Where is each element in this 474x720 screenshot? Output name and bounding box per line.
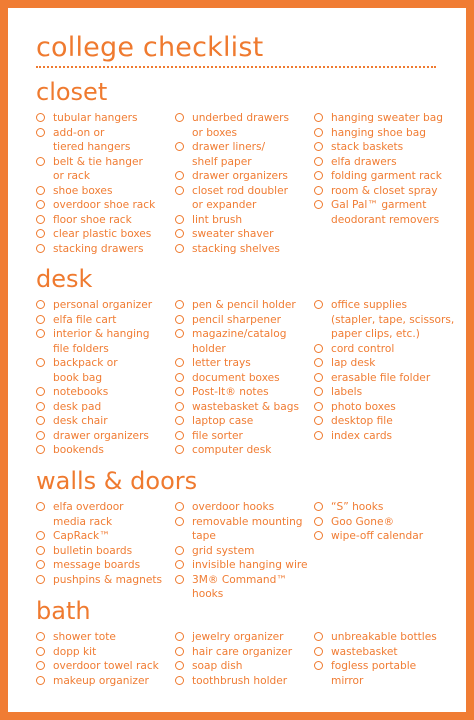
circle-checkbox-icon[interactable] bbox=[175, 632, 184, 641]
checklist-item-label: photo boxes bbox=[331, 400, 396, 413]
circle-checkbox-icon[interactable] bbox=[175, 431, 184, 440]
checklist-item bbox=[36, 414, 172, 429]
checklist-item bbox=[314, 515, 464, 530]
checklist-item-label: hair care organizer bbox=[192, 645, 293, 658]
checklist-item bbox=[36, 645, 172, 660]
circle-checkbox-icon[interactable] bbox=[36, 229, 45, 238]
desk-column-2 bbox=[175, 298, 311, 458]
checklist-item-label: Goo Gone® bbox=[331, 515, 395, 528]
checklist-item bbox=[314, 126, 464, 141]
checklist-item-label: wipe-off calendar bbox=[331, 530, 424, 542]
checklist-item bbox=[175, 313, 311, 328]
checklist-item-label: letter trays bbox=[192, 357, 251, 369]
checklist-item bbox=[175, 674, 311, 689]
circle-checkbox-icon[interactable] bbox=[175, 358, 184, 367]
circle-checkbox-icon[interactable] bbox=[36, 560, 45, 569]
checklist-item bbox=[36, 184, 172, 199]
walls-doors-column-2 bbox=[175, 500, 311, 602]
checklist-item bbox=[36, 573, 172, 588]
circle-checkbox-icon[interactable] bbox=[175, 402, 184, 411]
checklist-item bbox=[175, 558, 311, 573]
circle-checkbox-icon[interactable] bbox=[36, 186, 45, 195]
checklist-item bbox=[175, 429, 311, 444]
checklist-item bbox=[175, 242, 311, 257]
checklist-item-label: pushpins & magnets bbox=[53, 573, 163, 586]
checklist-item-label: fogless portable mirror bbox=[331, 660, 417, 687]
checklist-item-label: elfa drawers bbox=[331, 155, 397, 168]
checklist-item-label: notebooks bbox=[53, 386, 109, 398]
checklist-item bbox=[36, 298, 172, 313]
checklist-item bbox=[314, 184, 464, 199]
checklist-item bbox=[314, 155, 464, 170]
circle-checkbox-icon[interactable] bbox=[36, 431, 45, 440]
circle-checkbox-icon[interactable] bbox=[175, 575, 184, 584]
checklist-item bbox=[314, 371, 464, 386]
checklist-item bbox=[314, 169, 464, 184]
circle-checkbox-icon[interactable] bbox=[36, 215, 45, 224]
closet-column-2 bbox=[175, 111, 311, 256]
checklist-item bbox=[36, 500, 172, 529]
checklist-item bbox=[314, 298, 464, 342]
circle-checkbox-icon[interactable] bbox=[175, 416, 184, 425]
checklist-item-label: removable mounting tape bbox=[192, 515, 303, 542]
checklist-item bbox=[175, 500, 311, 515]
checklist-item bbox=[36, 659, 172, 674]
section-title-bath: bath bbox=[36, 597, 91, 625]
checklist-item bbox=[314, 645, 464, 660]
checklist-item bbox=[175, 544, 311, 559]
circle-checkbox-icon[interactable] bbox=[314, 186, 323, 195]
circle-checkbox-icon[interactable] bbox=[175, 186, 184, 195]
circle-checkbox-icon[interactable] bbox=[36, 445, 45, 454]
checklist-item bbox=[36, 400, 172, 415]
checklist-item-label: jewelry organizer bbox=[192, 631, 284, 643]
circle-checkbox-icon[interactable] bbox=[175, 142, 184, 151]
circle-checkbox-icon[interactable] bbox=[36, 575, 45, 584]
checklist-item bbox=[175, 659, 311, 674]
checklist-item-label: Gal Pal™ garment deodorant removers bbox=[331, 199, 440, 226]
checklist-item bbox=[36, 111, 172, 126]
checklist-item bbox=[175, 327, 311, 356]
circle-checkbox-icon[interactable] bbox=[36, 329, 45, 338]
circle-checkbox-icon[interactable] bbox=[36, 244, 45, 253]
checklist-item bbox=[36, 356, 172, 385]
checklist-item-label: message boards bbox=[53, 559, 141, 571]
dotted-divider bbox=[36, 66, 436, 68]
circle-checkbox-icon[interactable] bbox=[36, 502, 45, 511]
checklist-item bbox=[36, 674, 172, 689]
desk-column-3 bbox=[314, 298, 464, 443]
circle-checkbox-icon[interactable] bbox=[314, 113, 323, 122]
checklist-item-label: lap desk bbox=[331, 357, 376, 369]
circle-checkbox-icon[interactable] bbox=[175, 445, 184, 454]
checklist-item-label: floor shoe rack bbox=[53, 213, 132, 226]
checklist-item bbox=[175, 356, 311, 371]
checklist-item-label: desk pad bbox=[53, 400, 102, 413]
checklist-item-label: 3M® Command™ hooks bbox=[192, 573, 287, 600]
circle-checkbox-icon[interactable] bbox=[36, 128, 45, 137]
checklist-item bbox=[175, 169, 311, 184]
circle-checkbox-icon[interactable] bbox=[175, 502, 184, 511]
checklist-item-label: folding garment rack bbox=[331, 170, 442, 182]
checklist-item-label: dopp kit bbox=[53, 645, 97, 658]
checklist-item bbox=[36, 630, 172, 645]
checklist-item-label: magazine/catalog holder bbox=[192, 328, 287, 355]
checklist-item bbox=[175, 443, 311, 458]
checklist-item bbox=[36, 213, 172, 228]
circle-checkbox-icon[interactable] bbox=[36, 315, 45, 324]
section-title-desk: desk bbox=[36, 265, 93, 293]
circle-checkbox-icon[interactable] bbox=[314, 344, 323, 353]
circle-checkbox-icon[interactable] bbox=[314, 416, 323, 425]
circle-checkbox-icon[interactable] bbox=[36, 661, 45, 670]
checklist-item-label: elfa file cart bbox=[53, 313, 117, 326]
checklist-item-label: labels bbox=[331, 386, 363, 398]
checklist-item-label: hanging sweater bag bbox=[331, 112, 443, 124]
section-title-walls-doors: walls & doors bbox=[36, 467, 198, 495]
checklist-item-label: soap dish bbox=[192, 660, 243, 672]
circle-checkbox-icon[interactable] bbox=[314, 431, 323, 440]
checklist-item-label: document boxes bbox=[192, 371, 280, 384]
checklist-item-label: laptop case bbox=[192, 415, 254, 427]
walls-doors-column-3 bbox=[314, 500, 464, 544]
circle-checkbox-icon[interactable] bbox=[175, 373, 184, 382]
checklist-item bbox=[314, 429, 464, 444]
page-title: college checklist bbox=[36, 32, 264, 63]
checklist-item bbox=[175, 573, 311, 602]
checklist-item bbox=[175, 645, 311, 660]
checklist-item bbox=[36, 155, 172, 184]
checklist-item-label: room & closet spray bbox=[331, 184, 438, 197]
checklist-item-label: shoe boxes bbox=[53, 184, 113, 197]
bath-column-1 bbox=[36, 630, 172, 688]
circle-checkbox-icon[interactable] bbox=[36, 358, 45, 367]
checklist-item-label: desk chair bbox=[53, 415, 108, 427]
circle-checkbox-icon[interactable] bbox=[175, 229, 184, 238]
checklist-item bbox=[36, 443, 172, 458]
checklist-item bbox=[175, 371, 311, 386]
closet-column-3 bbox=[314, 111, 464, 227]
circle-checkbox-icon[interactable] bbox=[314, 387, 323, 396]
checklist-item bbox=[314, 140, 464, 155]
checklist-item-label: computer desk bbox=[192, 444, 272, 456]
circle-checkbox-icon[interactable] bbox=[314, 632, 323, 641]
checklist-item-label: cord control bbox=[331, 342, 395, 355]
circle-checkbox-icon[interactable] bbox=[314, 373, 323, 382]
checklist-item-label: bulletin boards bbox=[53, 544, 133, 557]
checklist-item bbox=[36, 327, 172, 356]
checklist-item-label: makeup organizer bbox=[53, 674, 149, 687]
checklist-item-label: CapRack™ bbox=[53, 530, 110, 542]
circle-checkbox-icon[interactable] bbox=[314, 157, 323, 166]
circle-checkbox-icon[interactable] bbox=[175, 546, 184, 555]
checklist-item-label: drawer organizers bbox=[192, 170, 288, 182]
checklist-item-label: “S” hooks bbox=[331, 501, 384, 513]
checklist-item bbox=[175, 298, 311, 313]
circle-checkbox-icon[interactable] bbox=[314, 300, 323, 309]
checklist-item-label: grid system bbox=[192, 544, 255, 557]
circle-checkbox-icon[interactable] bbox=[36, 300, 45, 309]
circle-checkbox-icon[interactable] bbox=[36, 387, 45, 396]
checklist-item-label: office supplies (stapler, tape, scissors, paper clips, etc.) bbox=[331, 299, 455, 340]
circle-checkbox-icon[interactable] bbox=[314, 171, 323, 180]
checklist-item bbox=[36, 544, 172, 559]
circle-checkbox-icon[interactable] bbox=[36, 113, 45, 122]
circle-checkbox-icon[interactable] bbox=[175, 329, 184, 338]
checklist-item-label: unbreakable bottles bbox=[331, 631, 437, 643]
circle-checkbox-icon[interactable] bbox=[175, 300, 184, 309]
checklist-item-label: closet rod doubler or expander bbox=[192, 184, 288, 211]
circle-checkbox-icon[interactable] bbox=[175, 171, 184, 180]
circle-checkbox-icon[interactable] bbox=[36, 531, 45, 540]
checklist-item bbox=[314, 111, 464, 126]
circle-checkbox-icon[interactable] bbox=[175, 676, 184, 685]
circle-checkbox-icon[interactable] bbox=[36, 676, 45, 685]
checklist-item-label: bookends bbox=[53, 444, 104, 456]
checklist-item-label: shower tote bbox=[53, 631, 116, 643]
circle-checkbox-icon[interactable] bbox=[175, 560, 184, 569]
circle-checkbox-icon[interactable] bbox=[175, 661, 184, 670]
circle-checkbox-icon[interactable] bbox=[314, 531, 323, 540]
checklist-item-label: add-on or tiered hangers bbox=[53, 126, 131, 153]
checklist-item bbox=[36, 242, 172, 257]
checklist-item bbox=[314, 400, 464, 415]
checklist-item-label: wastebasket & bags bbox=[192, 400, 299, 413]
checklist-item-label: clear plastic boxes bbox=[53, 228, 152, 240]
circle-checkbox-icon[interactable] bbox=[175, 647, 184, 656]
closet-column-1 bbox=[36, 111, 172, 256]
checklist-card bbox=[8, 8, 466, 712]
checklist-item bbox=[36, 313, 172, 328]
checklist-item-label: tubular hangers bbox=[53, 112, 138, 124]
circle-checkbox-icon[interactable] bbox=[314, 661, 323, 670]
circle-checkbox-icon[interactable] bbox=[36, 402, 45, 411]
walls-doors-column-1 bbox=[36, 500, 172, 587]
checklist-item-label: backpack or book bag bbox=[53, 357, 118, 384]
bath-column-2 bbox=[175, 630, 311, 688]
circle-checkbox-icon[interactable] bbox=[36, 546, 45, 555]
checklist-item-label: file sorter bbox=[192, 429, 243, 442]
checklist-item-label: pen & pencil holder bbox=[192, 299, 296, 311]
checklist-item-label: desktop file bbox=[331, 415, 393, 427]
circle-checkbox-icon[interactable] bbox=[314, 128, 323, 137]
checklist-item-label: drawer liners/ shelf paper bbox=[192, 141, 266, 168]
checklist-item-label: overdoor towel rack bbox=[53, 660, 159, 672]
circle-checkbox-icon[interactable] bbox=[175, 517, 184, 526]
checklist-item-label: interior & hanging file folders bbox=[53, 328, 150, 355]
checklist-item-label: pencil sharpener bbox=[192, 313, 281, 326]
circle-checkbox-icon[interactable] bbox=[314, 142, 323, 151]
circle-checkbox-icon[interactable] bbox=[175, 387, 184, 396]
checklist-item bbox=[36, 529, 172, 544]
checklist-item bbox=[36, 385, 172, 400]
checklist-item bbox=[314, 198, 464, 227]
checklist-item-label: overdoor hooks bbox=[192, 501, 275, 513]
circle-checkbox-icon[interactable] bbox=[36, 647, 45, 656]
checklist-item-label: lint brush bbox=[192, 213, 243, 226]
circle-checkbox-icon[interactable] bbox=[314, 502, 323, 511]
circle-checkbox-icon[interactable] bbox=[175, 244, 184, 253]
circle-checkbox-icon[interactable] bbox=[314, 517, 323, 526]
checklist-item bbox=[175, 140, 311, 169]
checklist-item bbox=[36, 198, 172, 213]
checklist-item-label: erasable file folder bbox=[331, 371, 431, 384]
bath-column-3 bbox=[314, 630, 464, 688]
checklist-item bbox=[314, 356, 464, 371]
checklist-item-label: elfa overdoor media rack bbox=[53, 501, 124, 528]
circle-checkbox-icon[interactable] bbox=[314, 402, 323, 411]
checklist-item bbox=[314, 414, 464, 429]
checklist-item-label: sweater shaver bbox=[192, 228, 274, 240]
desk-column-1 bbox=[36, 298, 172, 458]
checklist-item-label: stacking drawers bbox=[53, 242, 144, 255]
checklist-item bbox=[175, 630, 311, 645]
checklist-item-label: personal organizer bbox=[53, 299, 153, 311]
circle-checkbox-icon[interactable] bbox=[314, 358, 323, 367]
circle-checkbox-icon[interactable] bbox=[314, 200, 323, 209]
checklist-item bbox=[175, 111, 311, 140]
section-title-closet: closet bbox=[36, 78, 108, 106]
circle-checkbox-icon[interactable] bbox=[175, 315, 184, 324]
checklist-item-label: drawer organizers bbox=[53, 429, 149, 442]
checklist-item bbox=[175, 400, 311, 415]
checklist-item bbox=[314, 385, 464, 400]
circle-checkbox-icon[interactable] bbox=[314, 647, 323, 656]
checklist-item bbox=[175, 515, 311, 544]
checklist-item-label: stack baskets bbox=[331, 141, 404, 153]
checklist-item bbox=[175, 213, 311, 228]
circle-checkbox-icon[interactable] bbox=[175, 215, 184, 224]
checklist-item bbox=[314, 659, 464, 688]
checklist-item-label: hanging shoe bag bbox=[331, 126, 426, 139]
checklist-item bbox=[175, 184, 311, 213]
checklist-item-label: toothbrush holder bbox=[192, 674, 288, 687]
checklist-item-label: Post-It® notes bbox=[192, 386, 269, 398]
checklist-item-label: stacking shelves bbox=[192, 242, 280, 255]
checklist-item bbox=[36, 227, 172, 242]
checklist-item-label: underbed drawers or boxes bbox=[192, 112, 289, 139]
checklist-item bbox=[36, 126, 172, 155]
checklist-item bbox=[314, 342, 464, 357]
checklist-item-label: overdoor shoe rack bbox=[53, 199, 156, 211]
checklist-item-label: index cards bbox=[331, 429, 393, 442]
checklist-item-label: belt & tie hanger or rack bbox=[53, 155, 143, 182]
checklist-item-label: wastebasket bbox=[331, 645, 398, 658]
circle-checkbox-icon[interactable] bbox=[36, 157, 45, 166]
checklist-item bbox=[314, 529, 464, 544]
circle-checkbox-icon[interactable] bbox=[36, 200, 45, 209]
checklist-item-label: invisible hanging wire bbox=[192, 559, 308, 571]
checklist-item bbox=[314, 500, 464, 515]
checklist-item bbox=[314, 630, 464, 645]
circle-checkbox-icon[interactable] bbox=[36, 632, 45, 641]
checklist-item bbox=[175, 414, 311, 429]
circle-checkbox-icon[interactable] bbox=[36, 416, 45, 425]
checklist-item bbox=[36, 429, 172, 444]
checklist-item bbox=[175, 385, 311, 400]
checklist-item bbox=[175, 227, 311, 242]
checklist-item bbox=[36, 558, 172, 573]
circle-checkbox-icon[interactable] bbox=[175, 113, 184, 122]
